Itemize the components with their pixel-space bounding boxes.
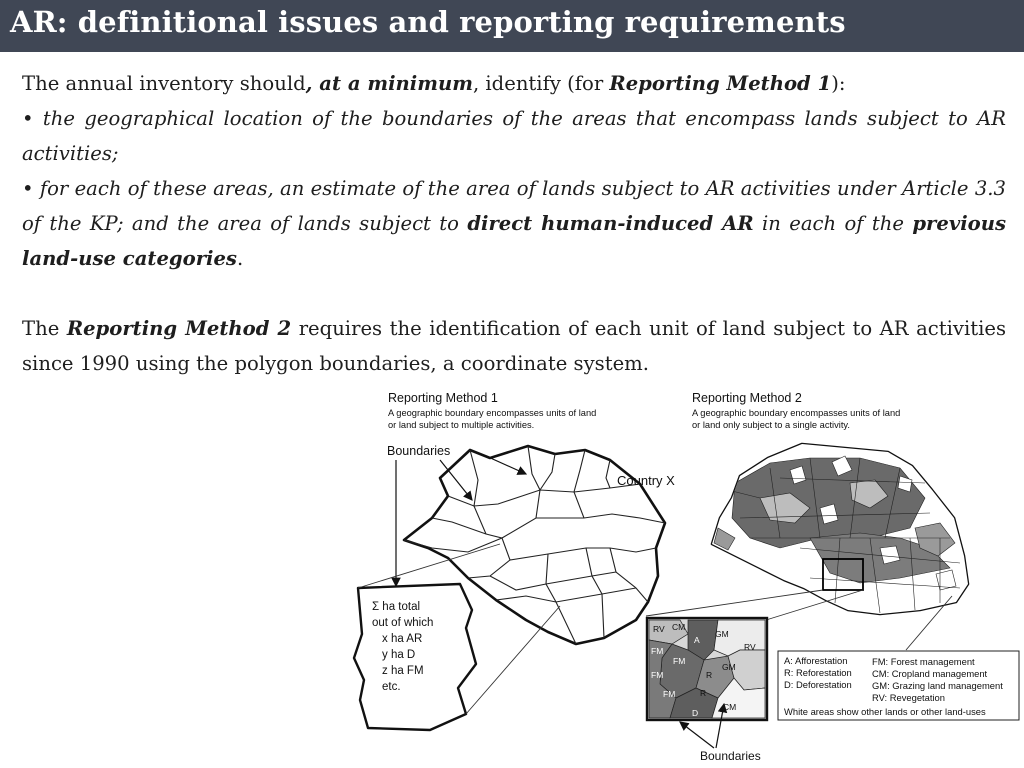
legend-right-item: CM: Cropland management xyxy=(872,668,988,679)
legend-note: White areas show other lands or other land-uses xyxy=(784,706,986,717)
bullet-1-text: the geographical location of the boundaries of the areas that encompass lands subject to AR activities; xyxy=(22,107,1006,165)
method-2-lead: The xyxy=(22,317,67,340)
intro-lead: The annual inventory should xyxy=(22,72,306,95)
rm1-caption-line2: or land subject to multiple activities. xyxy=(388,420,535,430)
intro-method: Reporting Method 1 xyxy=(609,72,832,95)
callout-line: x ha AR xyxy=(382,633,423,645)
method-2-name: Reporting Method 2 xyxy=(66,317,292,340)
legend-left-item: D: Deforestation xyxy=(784,679,852,690)
rm1-callout-leader-bottom xyxy=(466,606,560,714)
rm2-land-units xyxy=(710,438,972,618)
method-2-text: requires the identification of each unit of land subject to AR activities since 1990 using the polygon boundaries, a coordinate system. xyxy=(22,317,1007,375)
body-text xyxy=(22,66,1006,381)
rm2-caption-line2: or land only subject to a single activity. xyxy=(692,420,850,430)
rm2-arrow-left xyxy=(680,722,714,748)
bullet-2-mark: • xyxy=(22,177,34,200)
method-2-paragraph xyxy=(22,311,1006,381)
figure-svg xyxy=(340,388,1024,768)
rm1-country-label: Country X xyxy=(617,473,675,488)
bullet-2-text-a: for each of these areas, an estimate of the area of lands subject to AR activities under Article 3.3 of the KP; and the area of lands subject to xyxy=(22,177,1006,235)
callout-line: out of which xyxy=(372,617,434,629)
legend-left-item: A: Afforestation xyxy=(784,655,848,666)
rm2-zoom-leader-left xyxy=(646,590,823,616)
legend-right-item: RV: Revegetation xyxy=(872,692,945,703)
inset-label: A xyxy=(694,635,700,645)
rm1-title: Reporting Method 1 xyxy=(388,391,498,405)
inset-label: CM xyxy=(723,702,737,712)
rm2-legend-text xyxy=(784,655,1003,717)
callout-line: etc. xyxy=(382,681,401,693)
rm1-caption-line1: A geographic boundary encompasses units of land xyxy=(388,408,597,418)
bullet-2 xyxy=(22,171,1006,276)
bullet-2-bold-b: previous land-use categories xyxy=(22,212,1006,270)
rm1-boundaries-label: Boundaries xyxy=(387,444,451,458)
inset-label: CM xyxy=(672,622,686,632)
bullet-1-mark: • xyxy=(22,107,34,130)
inset-label: FM xyxy=(663,689,676,699)
callout-line: Σ ha total xyxy=(372,601,421,613)
inset-label: FM xyxy=(651,670,664,680)
intro-mid: , identify (for xyxy=(472,72,610,95)
rm2-title: Reporting Method 2 xyxy=(692,391,802,405)
inset-label: R xyxy=(700,688,707,698)
bullet-2-bold-a: direct human-induced AR xyxy=(467,212,754,235)
inset-label: GM xyxy=(715,629,729,639)
callout-line: z ha FM xyxy=(382,665,424,677)
intro-paragraph xyxy=(22,66,1006,101)
inset-label: FM xyxy=(651,646,664,656)
bullet-1 xyxy=(22,101,1006,171)
inset-label: GM xyxy=(722,662,736,672)
slide-title: AR: definitional issues and reporting requirements xyxy=(10,5,846,39)
rm2-boundaries-label: Boundaries xyxy=(700,749,761,763)
callout-line: y ha D xyxy=(382,649,416,661)
inset-label: FM xyxy=(673,656,686,666)
reporting-methods-figure xyxy=(340,388,1024,768)
intro-minimum: , at a minimum xyxy=(305,72,473,95)
rm2-legend xyxy=(778,651,1019,720)
title-bar xyxy=(0,0,1024,52)
rm2-caption-line1: A geographic boundary encompasses units of land xyxy=(692,408,901,418)
inset-label: R xyxy=(706,670,713,680)
rm2-inset xyxy=(647,618,767,763)
intro-end: ): xyxy=(831,72,846,95)
bullet-2-text-b: in each of the xyxy=(753,212,913,235)
inset-label: RV xyxy=(744,642,756,652)
legend-left-item: R: Reforestation xyxy=(784,667,852,678)
inset-label: RV xyxy=(653,624,665,634)
legend-right-item: GM: Grazing land management xyxy=(872,680,1003,691)
bullet-2-text-c: . xyxy=(236,247,244,270)
legend-right-item: FM: Forest management xyxy=(872,656,975,667)
inset-label: D xyxy=(692,708,699,718)
